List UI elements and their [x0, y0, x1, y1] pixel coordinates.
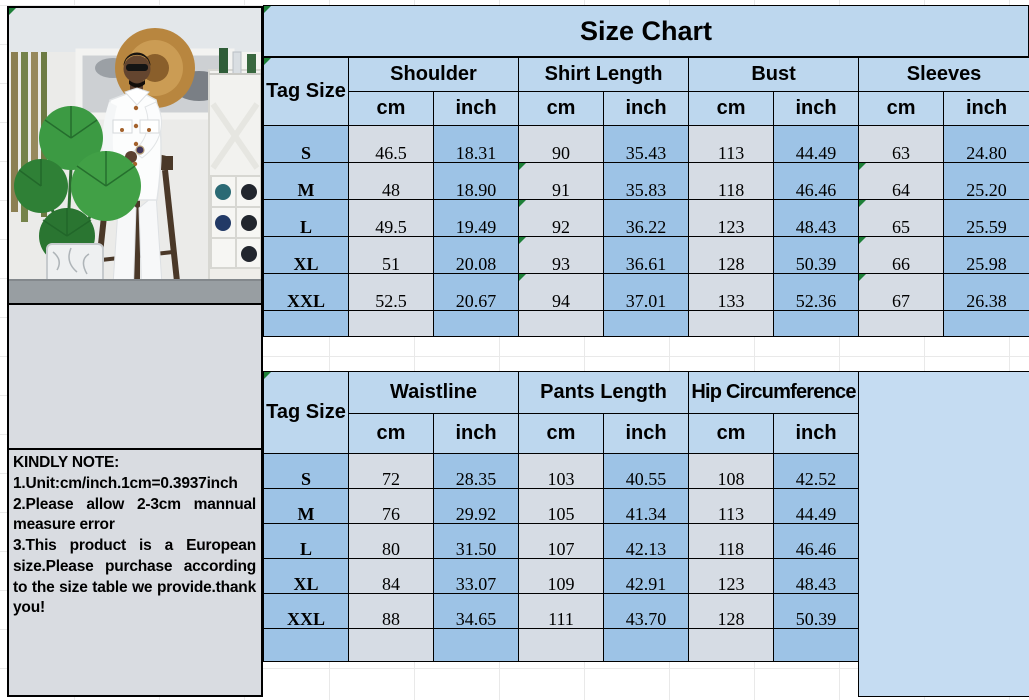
- size-cell: 18.90: [434, 163, 519, 200]
- size-cell: 51: [349, 237, 434, 274]
- size-cell: 36.61: [604, 237, 689, 274]
- unit-header: cm: [519, 92, 604, 126]
- size-cell: 46.5: [349, 126, 434, 163]
- unit-header: inch: [774, 414, 859, 454]
- size-cell: 52.36: [774, 274, 859, 311]
- size-cell: 113: [689, 126, 774, 163]
- unit-header: cm: [689, 414, 774, 454]
- group-header-shirt-length: Shirt Length: [519, 58, 689, 92]
- size-cell: [349, 629, 434, 662]
- unit-header: cm: [349, 414, 434, 454]
- size-cell: [604, 311, 689, 337]
- size-cell: 52.5: [349, 274, 434, 311]
- size-cell: 123: [689, 559, 774, 594]
- size-cell: 88: [349, 594, 434, 629]
- floor: [9, 280, 261, 303]
- tag-cell: L: [264, 200, 349, 237]
- size-cell: [519, 629, 604, 662]
- size-cell: 109: [519, 559, 604, 594]
- size-cell: 111: [519, 594, 604, 629]
- unit-header: cm: [859, 92, 944, 126]
- size-cell: 25.98: [944, 237, 1029, 274]
- size-cell: 72: [349, 454, 434, 489]
- size-cell: 50.39: [774, 237, 859, 274]
- size-cell: 40.55: [604, 454, 689, 489]
- product-photo-illustration: [9, 8, 261, 303]
- size-cell: 64: [859, 163, 944, 200]
- tag-cell: XXL: [264, 274, 349, 311]
- size-cell: [604, 629, 689, 662]
- size-cell: 31.50: [434, 524, 519, 559]
- note-line: 2.Please allow 2-3cm mannual measure error: [13, 495, 256, 534]
- size-cell: 25.20: [944, 163, 1029, 200]
- size-cell: 35.83: [604, 163, 689, 200]
- size-cell: 103: [519, 454, 604, 489]
- tag-cell: XXL: [264, 594, 349, 629]
- size-cell: 28.35: [434, 454, 519, 489]
- size-cell: 50.39: [774, 594, 859, 629]
- size-cell: 49.5: [349, 200, 434, 237]
- size-cell: 80: [349, 524, 434, 559]
- size-cell: 37.01: [604, 274, 689, 311]
- unit-header: inch: [604, 92, 689, 126]
- size-cell: 34.65: [434, 594, 519, 629]
- size-cell: [689, 311, 774, 337]
- size-cell: 94: [519, 274, 604, 311]
- tag-cell: XL: [264, 237, 349, 274]
- size-cell: 42.13: [604, 524, 689, 559]
- unit-header: cm: [519, 414, 604, 454]
- size-cell: 76: [349, 489, 434, 524]
- group-header-sleeves: Sleeves: [859, 58, 1029, 92]
- size-cell: 20.08: [434, 237, 519, 274]
- size-cell: 48.43: [774, 200, 859, 237]
- tag-size-header: Tag Size: [264, 372, 349, 454]
- size-cell: 18.31: [434, 126, 519, 163]
- size-cell: 65: [859, 200, 944, 237]
- size-cell: [944, 311, 1029, 337]
- tag-cell: M: [264, 489, 349, 524]
- size-cell: 24.80: [944, 126, 1029, 163]
- size-cell: 118: [689, 524, 774, 559]
- size-cell: 19.49: [434, 200, 519, 237]
- wrist-watch: [136, 146, 144, 154]
- size-cell: 25.59: [944, 200, 1029, 237]
- size-cell: 118: [689, 163, 774, 200]
- group-header-shoulder: Shoulder: [349, 58, 519, 92]
- size-cell: 113: [689, 489, 774, 524]
- size-cell: 33.07: [434, 559, 519, 594]
- size-cell: 91: [519, 163, 604, 200]
- group-header-bust: Bust: [689, 58, 859, 92]
- group-header-hip-circumference: Hip Circumference: [689, 372, 859, 414]
- size-cell: 128: [689, 594, 774, 629]
- size-cell: 128: [689, 237, 774, 274]
- empty-cell-region: [858, 371, 1029, 697]
- size-cell: 20.67: [434, 274, 519, 311]
- size-cell: 84: [349, 559, 434, 594]
- size-cell: 36.22: [604, 200, 689, 237]
- wine-rack: [209, 48, 261, 298]
- size-cell: [859, 311, 944, 337]
- size-cell: 63: [859, 126, 944, 163]
- size-cell: 123: [689, 200, 774, 237]
- size-cell: [774, 311, 859, 337]
- size-cell: 41.34: [604, 489, 689, 524]
- size-cell: 66: [859, 237, 944, 274]
- size-cell: [519, 311, 604, 337]
- tag-cell: L: [264, 524, 349, 559]
- kindly-note: [9, 448, 261, 695]
- size-cell: [774, 629, 859, 662]
- size-cell: 44.49: [774, 489, 859, 524]
- size-cell: [349, 311, 434, 337]
- note-line: 1.Unit:cm/inch.1cm=0.3937inch: [13, 474, 238, 492]
- note-heading: KINDLY NOTE:: [13, 454, 120, 471]
- size-chart-title: Size Chart: [263, 5, 1029, 57]
- size-cell: 67: [859, 274, 944, 311]
- size-cell: 105: [519, 489, 604, 524]
- size-cell: 48: [349, 163, 434, 200]
- size-cell: 108: [689, 454, 774, 489]
- tag-cell: XL: [264, 559, 349, 594]
- unit-header: inch: [944, 92, 1029, 126]
- tag-cell: S: [264, 126, 349, 163]
- size-cell: 133: [689, 274, 774, 311]
- size-cell: 90: [519, 126, 604, 163]
- tag-cell: [264, 311, 349, 337]
- size-cell: 44.49: [774, 126, 859, 163]
- size-cell: 42.52: [774, 454, 859, 489]
- size-cell: [689, 629, 774, 662]
- sunglasses: [126, 64, 148, 71]
- size-cell: 92: [519, 200, 604, 237]
- unit-header: inch: [434, 92, 519, 126]
- tag-cell: M: [264, 163, 349, 200]
- unit-header: inch: [434, 414, 519, 454]
- size-cell: 48.43: [774, 559, 859, 594]
- size-cell: 107: [519, 524, 604, 559]
- size-cell: 43.70: [604, 594, 689, 629]
- size-cell: 46.46: [774, 524, 859, 559]
- pants-size-table: [263, 371, 859, 662]
- size-cell: 42.91: [604, 559, 689, 594]
- note-line: 3.This product is a European size.Please purchase according to the size table we provide.thank you!: [13, 537, 256, 617]
- size-cell: 35.43: [604, 126, 689, 163]
- left-gray-panel: [7, 305, 263, 697]
- size-cell: [434, 629, 519, 662]
- group-header-pants-length: Pants Length: [519, 372, 689, 414]
- product-photo: [7, 6, 263, 305]
- tag-cell: [264, 629, 349, 662]
- unit-header: cm: [689, 92, 774, 126]
- size-cell: [434, 311, 519, 337]
- unit-header: inch: [774, 92, 859, 126]
- tag-size-header: Tag Size: [264, 58, 349, 126]
- tag-cell: S: [264, 454, 349, 489]
- unit-header: cm: [349, 92, 434, 126]
- size-cell: 93: [519, 237, 604, 274]
- size-cell: 46.46: [774, 163, 859, 200]
- size-cell: 26.38: [944, 274, 1029, 311]
- size-cell: 29.92: [434, 489, 519, 524]
- unit-header: inch: [604, 414, 689, 454]
- group-header-waistline: Waistline: [349, 372, 519, 414]
- shirt-size-table: [263, 57, 1029, 337]
